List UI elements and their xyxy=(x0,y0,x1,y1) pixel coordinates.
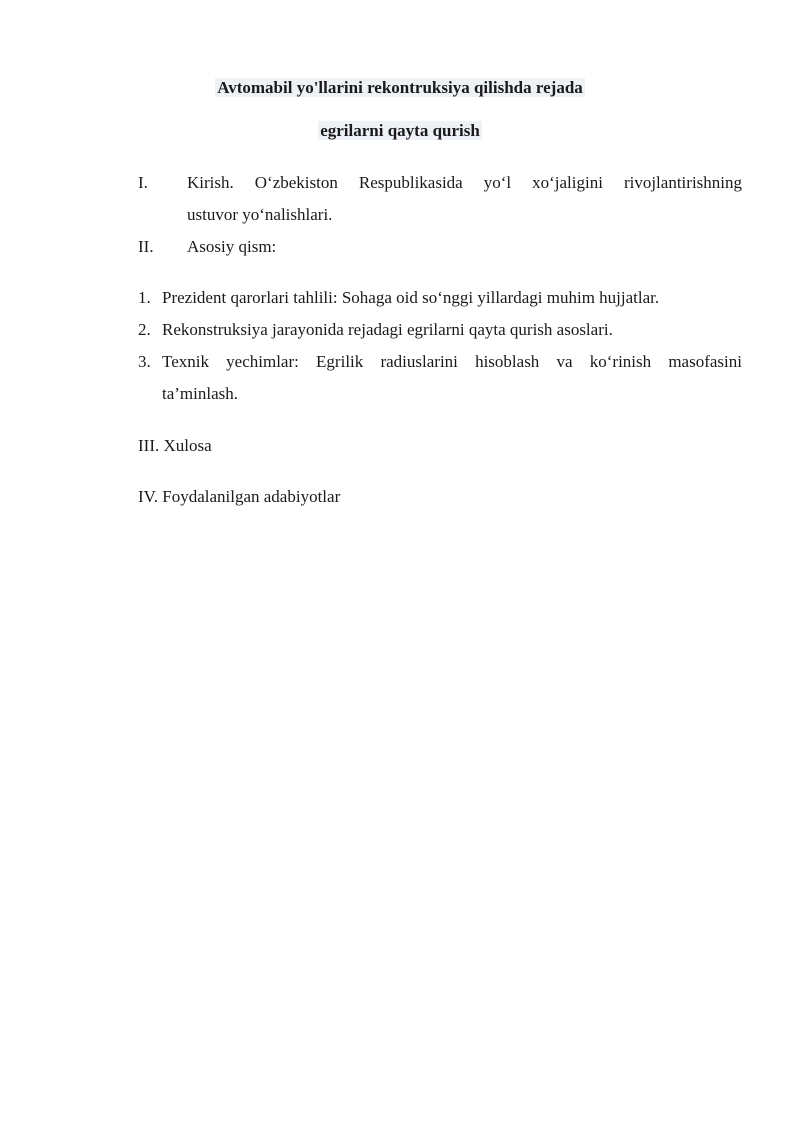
list-item-line: Rekonstruksiya jarayonida rejadagi egrilarni qayta qurish asoslari. xyxy=(162,320,613,339)
list-number: 2. xyxy=(138,320,151,339)
roman-item-text xyxy=(187,231,742,263)
list-item-line: ta’minlash. xyxy=(162,384,239,403)
roman-item-text xyxy=(187,167,742,231)
list-number: 3. xyxy=(138,352,151,371)
list-item-text xyxy=(162,282,742,314)
list-item-line: Prezident qarorlari tahlili: Sohaga oid so‘nggi yillardagi muhim hujjatlar. xyxy=(162,288,660,307)
section-conclusion: III. Xulosa xyxy=(138,436,212,455)
roman-item-line: Asosiy qism: xyxy=(187,237,277,256)
document-title-line-1 xyxy=(0,77,800,99)
section-references: IV. Foydalanilgan adabiyotlar xyxy=(138,487,341,506)
document-title-line-2 xyxy=(0,120,800,142)
roman-number: II. xyxy=(138,237,154,256)
list-item-text xyxy=(162,346,742,410)
roman-list-item-2 xyxy=(138,231,742,263)
list-item-text xyxy=(162,314,742,346)
list-number: 1. xyxy=(138,288,151,307)
title-text-1: Avtomabil yo'llarini rekontruksiya qilishda rejada xyxy=(217,78,583,97)
title-text-2: egrilarni qayta qurish xyxy=(320,121,480,140)
list-item-line: Texnik yechimlar: Egrilik radiuslarini hisoblash va ko‘rinish masofasini xyxy=(162,352,742,371)
roman-item-line: Kirish. O‘zbekiston Respublikasida yo‘l xo‘jaligini rivojlantirishning xyxy=(187,173,742,192)
roman-number: I. xyxy=(138,173,148,192)
roman-list-item-1 xyxy=(138,167,742,231)
roman-item-line: ustuvor yo‘nalishlari. xyxy=(187,205,333,224)
